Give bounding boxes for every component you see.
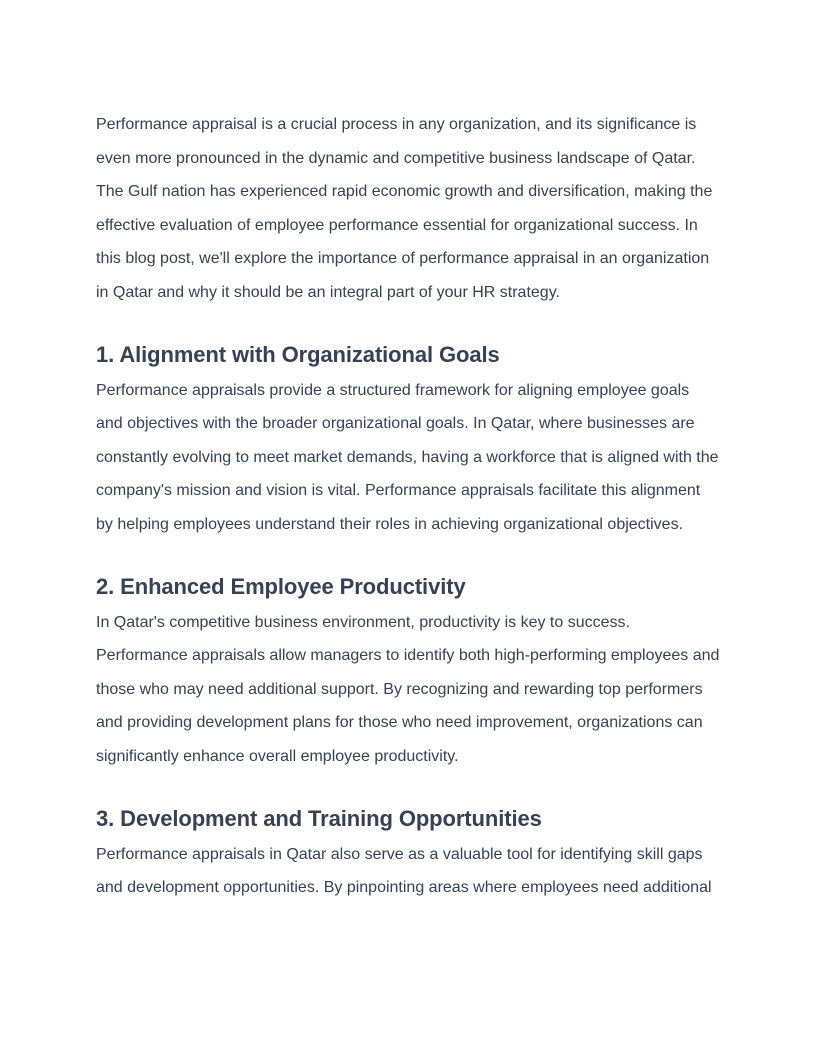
section-productivity <box>96 572 720 774</box>
section-body: Performance appraisals in Qatar also serve as a valuable tool for identifying skill gaps and development opportunities. By pinpointing areas where employees need additional <box>96 845 712 897</box>
section-development <box>96 804 720 905</box>
document-page <box>96 108 720 905</box>
intro-paragraph: Performance appraisal is a crucial process in any organization, and its significance is even more pronounced in the dynamic and competitive business landscape of Qatar. The Gulf nation has experienced rapid economic growth and diversification, making the effective evaluation of employee performance essential for organizational success. In this blog post, we'll explore the importance of performance appraisal in an organization in Qatar and why it should be an integral part of your HR strategy. <box>96 116 713 301</box>
section-heading: 2. Enhanced Employee Productivity <box>96 573 466 599</box>
section-alignment <box>96 340 720 542</box>
section-body: Performance appraisals provide a structured framework for aligning employee goals and objectives with the broader organizational goals. In Qatar, where businesses are constantly evolving to meet market demands, having a workforce that is aligned with the company's mission and vision is vital. Performance appraisals facilitate this alignment by helping employees understand their roles in achieving organizational objectives. <box>96 381 719 533</box>
section-heading: 1. Alignment with Organizational Goals <box>96 341 500 367</box>
section-heading: 3. Development and Training Opportunities <box>96 805 542 831</box>
section-body: In Qatar's competitive business environment, productivity is key to success. Performance appraisals allow managers to identify both high-performing employees and those who may need additional support. By recognizing and rewarding top performers and providing development plans for those who need improvement, organizations can significantly enhance overall employee productivity. <box>96 613 720 765</box>
